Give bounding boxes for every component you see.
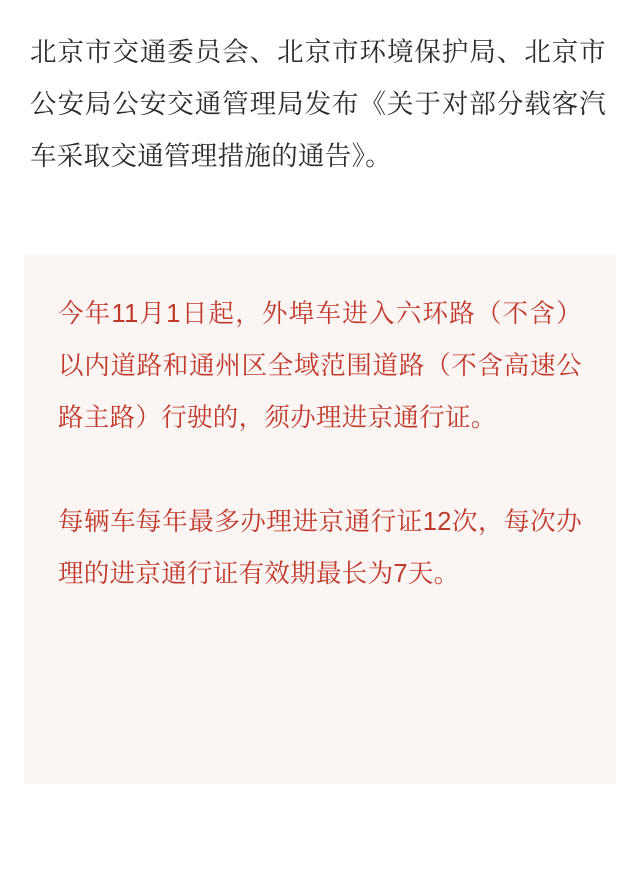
highlight-paragraph-permit-limits: 每辆车每年最多办理进京通行证12次，每次办理的进京通行证有效期最长为7天。 [58, 508, 582, 588]
highlight-card [24, 254, 616, 784]
intro-section [0, 0, 640, 182]
highlight-paragraph-permit-requirement: 今年11月1日起，外埠车进入六环路（不含）以内道路和通州区全域范围道路（不含高速公路主路）行驶的，须办理进京通行证。 [58, 300, 582, 432]
intro-paragraph: 北京市交通委员会、北京市环境保护局、北京市公安局公安交通管理局发布《关于对部分载客汽车采取交通管理措施的通告》。 [30, 37, 606, 171]
